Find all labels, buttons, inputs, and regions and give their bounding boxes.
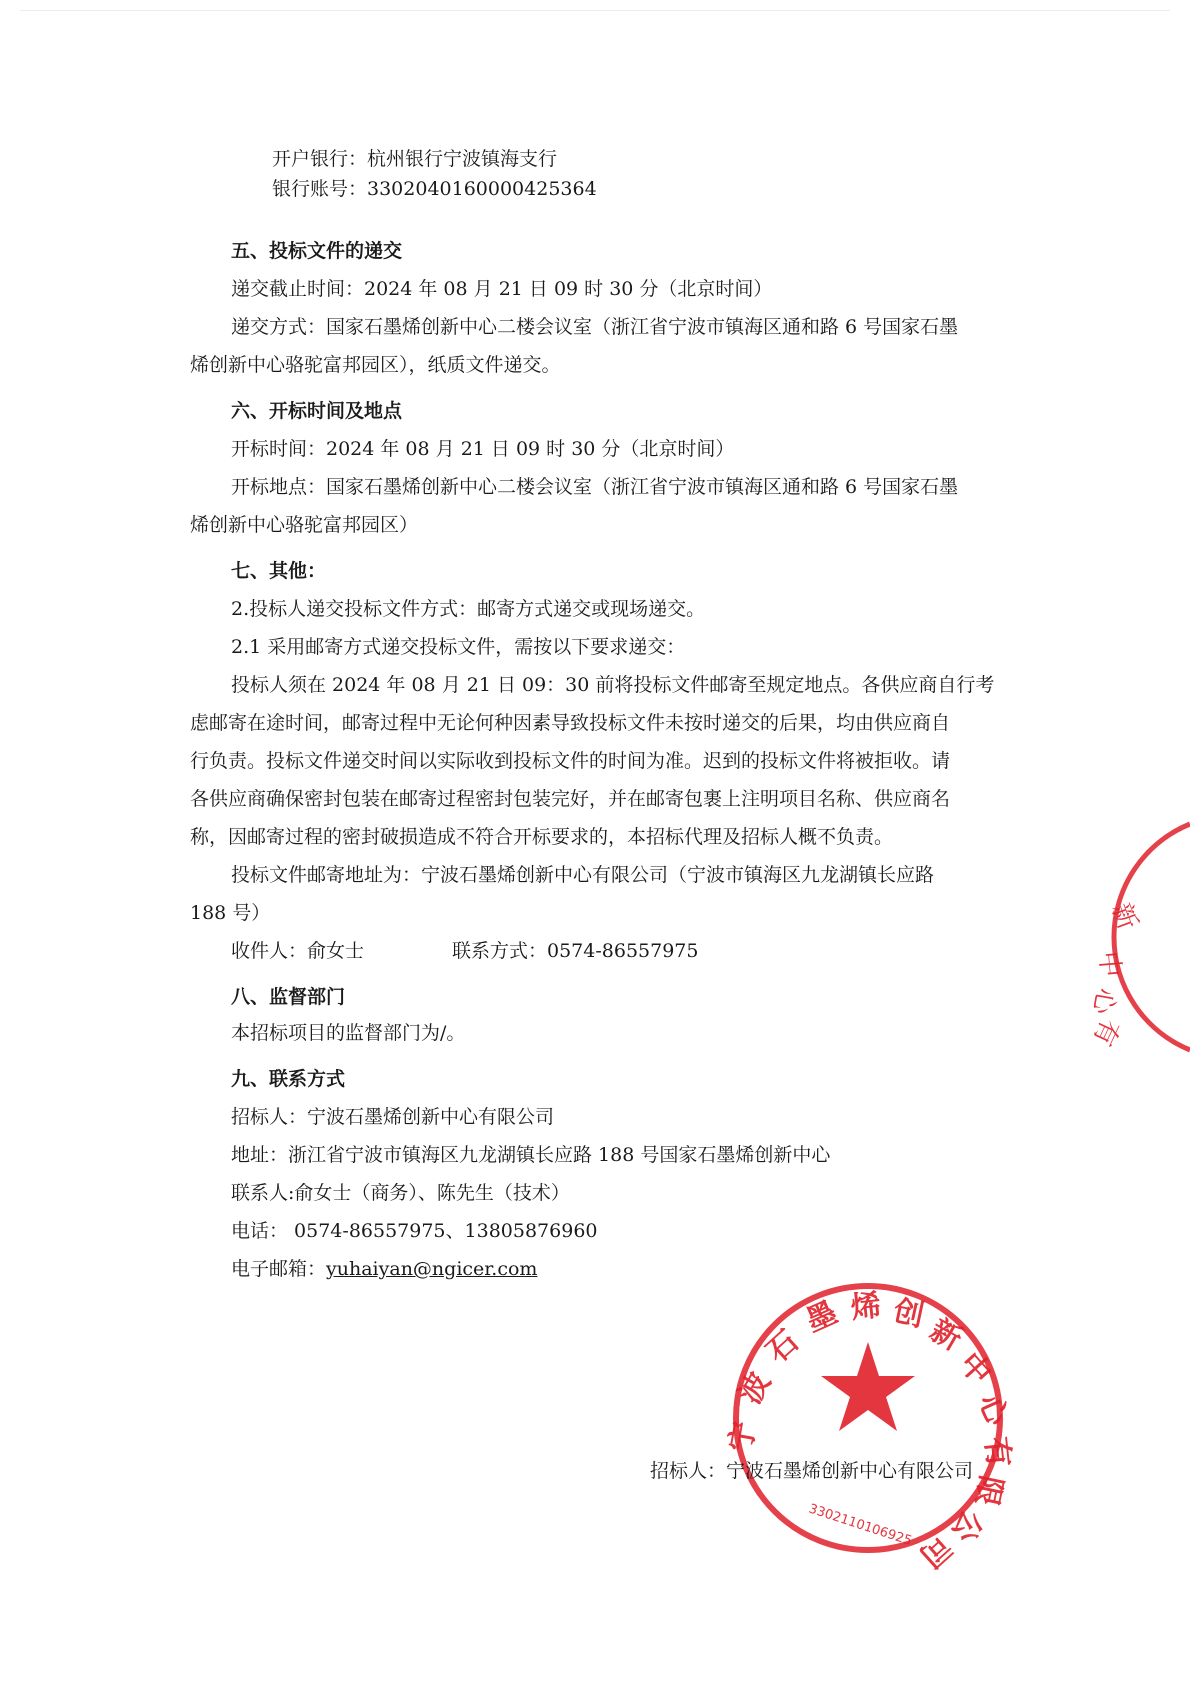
svg-text:中: 中: [1093, 949, 1126, 979]
seal-number: 3302110106925: [806, 1501, 914, 1550]
contact-address: 地址：浙江省宁波市镇海区九龙湖镇长应路 188 号国家石墨烯创新中心: [231, 1144, 831, 1166]
section-6-heading: 六、开标时间及地点: [231, 400, 403, 422]
svg-text:墨: 墨: [801, 1295, 843, 1340]
recipient: 收件人：俞女士: [231, 940, 365, 962]
svg-text:新: 新: [924, 1312, 968, 1358]
email-link[interactable]: yuhaiyan@ngicer.com: [326, 1258, 538, 1280]
supervision-text: 本招标项目的监督部门为/。: [231, 1022, 466, 1044]
section-7-heading: 七、其他：: [231, 560, 327, 582]
mailing-paragraph-line2: 虑邮寄在途时间，邮寄过程中无论何种因素导致投标文件未按时递交的后果，均由供应商自: [190, 712, 951, 734]
svg-text:心: 心: [970, 1389, 1015, 1431]
svg-text:有: 有: [978, 1435, 1016, 1469]
item-2-1: 2.1 采用邮寄方式递交投标文件，需按以下要求递交：: [231, 636, 686, 658]
opening-place-line2: 烯创新中心骆驼富邦园区）: [190, 514, 419, 536]
svg-text:新: 新: [1105, 899, 1143, 934]
mailing-paragraph-line4: 各供应商确保密封包装在邮寄过程密封包装完好，并在邮寄包裹上注明项目名称、供应商名: [190, 788, 951, 810]
svg-text:有: 有: [1086, 1014, 1125, 1051]
svg-text:宁: 宁: [723, 1418, 764, 1455]
svg-text:波: 波: [732, 1366, 778, 1410]
section-5-heading: 五、投标文件的递交: [231, 240, 403, 262]
item-2: 2.投标人递交投标文件方式：邮寄方式递交或现场递交。: [231, 598, 706, 620]
signature-line: 招标人：宁波石墨烯创新中心有限公司: [650, 1460, 974, 1482]
section-9-heading: 九、联系方式: [231, 1068, 346, 1090]
opening-place-line1: 开标地点：国家石墨烯创新中心二楼会议室（浙江省宁波市镇海区通和路 6 号国家石墨: [231, 476, 959, 498]
mailing-address-line2: 188 号）: [190, 902, 271, 924]
svg-text:公: 公: [944, 1504, 990, 1548]
contact-phone: 电话： 0574-86557975、13805876960: [231, 1220, 598, 1242]
mailing-paragraph-line1: 投标人须在 2024 年 08 月 21 日 09：30 前将投标文件邮寄至规定地点。各供应商自行考: [231, 674, 995, 696]
svg-text:烯: 烯: [849, 1288, 883, 1326]
svg-text:限: 限: [967, 1472, 1009, 1509]
recipient-contact: 联系方式：0574-86557975: [452, 940, 699, 962]
svg-text:司: 司: [912, 1528, 959, 1575]
contact-tenderer: 招标人：宁波石墨烯创新中心有限公司: [231, 1106, 555, 1128]
svg-text:石: 石: [759, 1323, 806, 1370]
mailing-paragraph-line3: 行负责。投标文件递交时间以实际收到投标文件的时间为准。迟到的投标文件将被拒收。请: [190, 750, 951, 772]
partial-seal-right: [1040, 812, 1190, 1062]
bank-account: 银行账号：330204016000042536​4: [272, 178, 597, 200]
scan-edge: [20, 10, 1170, 11]
submission-deadline: 递交截止时间：2024 年 08 月 21 日 09 时 30 分（北京时间）: [231, 278, 773, 300]
svg-text:心: 心: [1086, 985, 1121, 1017]
svg-text:中: 中: [952, 1345, 999, 1392]
submission-method-line1: 递交方式：国家石墨烯创新中心二楼会议室（浙江省宁波市镇海区通和路 6 号国家石墨: [231, 316, 959, 338]
mailing-paragraph-line5: 称，因邮寄过程的密封破损造成不符合开标要求的，本招标代理及招标人概不负责。: [190, 826, 894, 848]
section-8-heading: 八、监督部门: [231, 986, 346, 1008]
opening-time: 开标时间：2024 年 08 月 21 日 09 时 30 分（北京时间）: [231, 438, 735, 460]
submission-method-line2: 烯创新中心骆驼富邦园区），纸质文件递交。: [190, 354, 561, 376]
svg-text:创: 创: [890, 1293, 927, 1335]
contact-persons: 联系人:俞女士（商务）、陈先生（技术）: [231, 1182, 570, 1204]
email-label: 电子邮箱：: [231, 1258, 327, 1280]
contact-email-row: [231, 1256, 537, 1282]
bank-name: 开户银行：杭州银行宁波镇海支行: [272, 148, 558, 170]
mailing-address-line1: 投标文件邮寄地址为：宁波石墨烯创新中心有限公司（宁波市镇海区九龙湖镇长应路: [231, 864, 935, 886]
company-seal: [723, 1278, 1016, 1575]
